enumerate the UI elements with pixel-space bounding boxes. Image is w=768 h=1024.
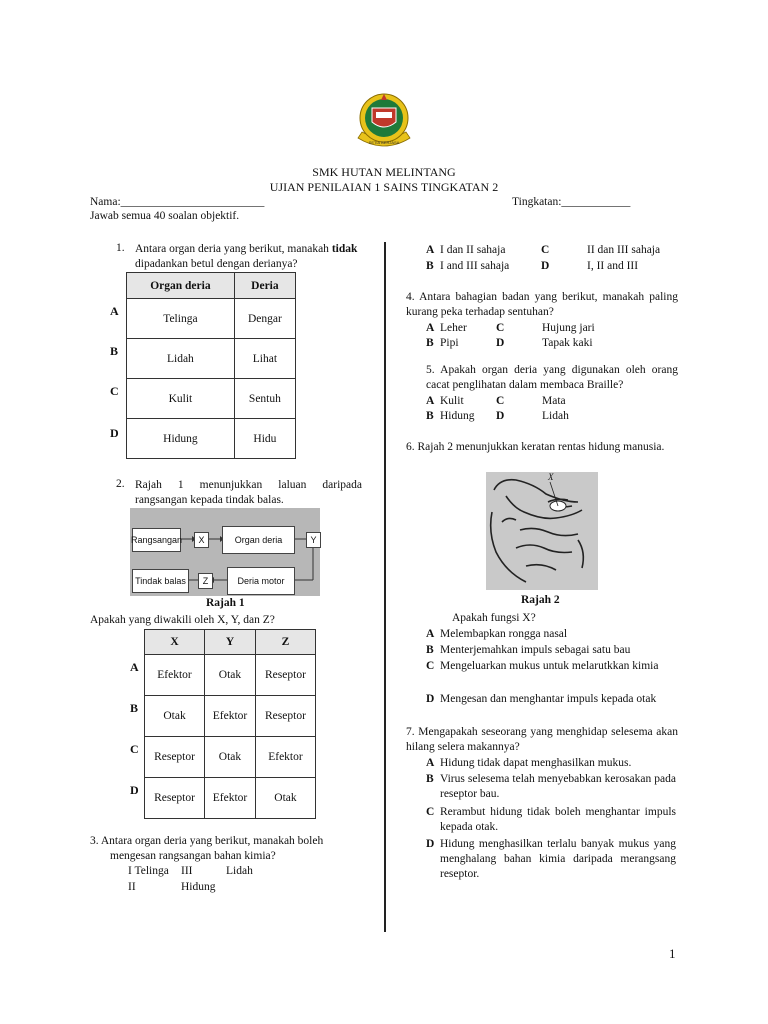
q1-label-a: A (110, 304, 119, 318)
q2-label-b: B (130, 701, 139, 715)
q3-option-b[interactable]: B I and III sahaja (426, 260, 510, 272)
school-logo (348, 88, 420, 154)
rajah2-caption: Rajah 2 (521, 594, 560, 606)
q2-question: Apakah yang diwakili oleh X, Y, dan Z? (90, 614, 275, 626)
q3-option-c[interactable]: C II dan III sahaja (541, 244, 661, 256)
page-number: 1 (669, 946, 676, 961)
q6-option-b[interactable]: B Menterjemahkan impuls sebagai satu bau (426, 644, 631, 656)
q5-option-b[interactable]: B Hidung (426, 410, 475, 422)
q1-text: Antara organ deria yang berikut, manakah tidak dipadankan betul dengan derianya? (135, 243, 358, 270)
name-field[interactable]: Nama:_________________________ (90, 196, 265, 208)
q3-option-d[interactable]: D I, II and III (541, 260, 639, 272)
rajah2-x-label: X (548, 472, 554, 482)
q7-text: 7. Mengapakah seseorang yang menghidap selesema akan hilang selera makannya? (406, 726, 678, 753)
q6-question: Apakah fungsi X? (452, 612, 536, 624)
q5-option-c[interactable]: C Mata (496, 395, 566, 407)
q7-option-d[interactable]: D Hidung menghasilkan terlalu banyak mukus yang menghalang bahan kimia daripada merangsang reseptor. (426, 838, 676, 880)
q2-label-c: C (130, 742, 139, 756)
q6-option-c[interactable]: C Mengeluarkan mukus untuk melarutkkan kimia (426, 660, 659, 672)
q3-line1: 3. Antara organ deria yang berikut, manakah boleh (90, 835, 324, 847)
q5-option-a[interactable]: A Kulit (426, 395, 464, 407)
q6-text: 6. Rajah 2 menunjukkan keratan rentas hidung manusia. (406, 441, 665, 453)
q3-item-i: I Telinga (128, 865, 169, 877)
rajah1-caption: Rajah 1 (206, 597, 245, 609)
q3-item-ii-num: II (128, 881, 136, 893)
q3-item-iii-num: III (181, 865, 193, 877)
q4-option-c[interactable]: C Hujung jari (496, 322, 595, 334)
exam-title: UJIAN PENILAIAN 1 SAINS TINGKATAN 2 (269, 180, 499, 194)
q2-label-a: A (130, 660, 139, 674)
diagram-y: Y (306, 532, 321, 548)
q2-label-d: D (130, 783, 139, 797)
rajah2-image (486, 472, 598, 590)
diagram-rangsangan: Rangsangan (132, 528, 181, 552)
q7-option-a[interactable]: A Hidung tidak dapat menghasilkan mukus. (426, 757, 632, 769)
q1-label-b: B (110, 344, 119, 358)
q5-option-d[interactable]: D Lidah (496, 410, 569, 422)
q1-label-c: C (110, 384, 119, 398)
diagram-organ-deria: Organ deria (222, 526, 295, 554)
q1-bold-word: tidak (331, 243, 358, 255)
q4-option-b[interactable]: B Pipi (426, 337, 459, 349)
q4-option-a[interactable]: A Leher (426, 322, 467, 334)
q7-option-c[interactable]: C Rerambut hidung tidak boleh menghantar impuls kepada otak. (426, 806, 676, 833)
rajah1-diagram (130, 508, 320, 596)
q1-label-d: D (110, 426, 119, 440)
q1-number: 1. (116, 242, 125, 254)
logo-motto: SETIA BERJASA (368, 140, 400, 145)
q3-line2: mengesan rangsangan bahan kimia? (110, 850, 276, 862)
q3-option-a[interactable]: A I dan II sahaja (426, 244, 506, 256)
q3-item-iii-text: Lidah (226, 865, 253, 877)
q6-option-d[interactable]: D Mengesan dan menghantar impuls kepada otak (426, 693, 657, 705)
q4-option-d[interactable]: D Tapak kaki (496, 337, 593, 349)
school-name: SMK HUTAN MELINTANG (312, 165, 456, 179)
q2-text: Rajah 1 menunjukkan laluan daripada rangsangan kepada tindak balas. (135, 479, 362, 506)
q3-item-ii-text: Hidung (181, 881, 216, 893)
diagram-x: X (194, 532, 209, 548)
diagram-deria-motor: Deria motor (227, 567, 295, 595)
q1-table: Organ deria Deria Telinga Dengar Lidah Lihat Kulit Sentuh Hidung Hidu (126, 272, 296, 459)
q5-text: 5. Apakah organ deria yang digunakan oleh orang cacat penglihatan dalam membaca Braille? (426, 364, 678, 391)
q7-option-b[interactable]: B Virus selesema telah menyebabkan kerosakan pada reseptor bau. (426, 773, 676, 800)
instruction: Jawab semua 40 soalan objektif. (90, 210, 240, 222)
form-field[interactable]: Tingkatan:____________ (512, 196, 631, 208)
q4-text: 4. Antara bahagian badan yang berikut, manakah paling kurang peka terhadap sentuhan? (406, 291, 678, 318)
q2-table: X Y Z Efektor Otak Reseptor Otak Efektor Reseptor Reseptor Otak Efektor Reseptor Efektor Otak (144, 629, 316, 819)
diagram-z: Z (198, 573, 213, 589)
column-divider (384, 242, 386, 932)
q2-number: 2. (116, 478, 125, 490)
diagram-tindak-balas: Tindak balas (132, 569, 189, 593)
q6-option-a[interactable]: A Melembapkan rongga nasal (426, 628, 568, 640)
